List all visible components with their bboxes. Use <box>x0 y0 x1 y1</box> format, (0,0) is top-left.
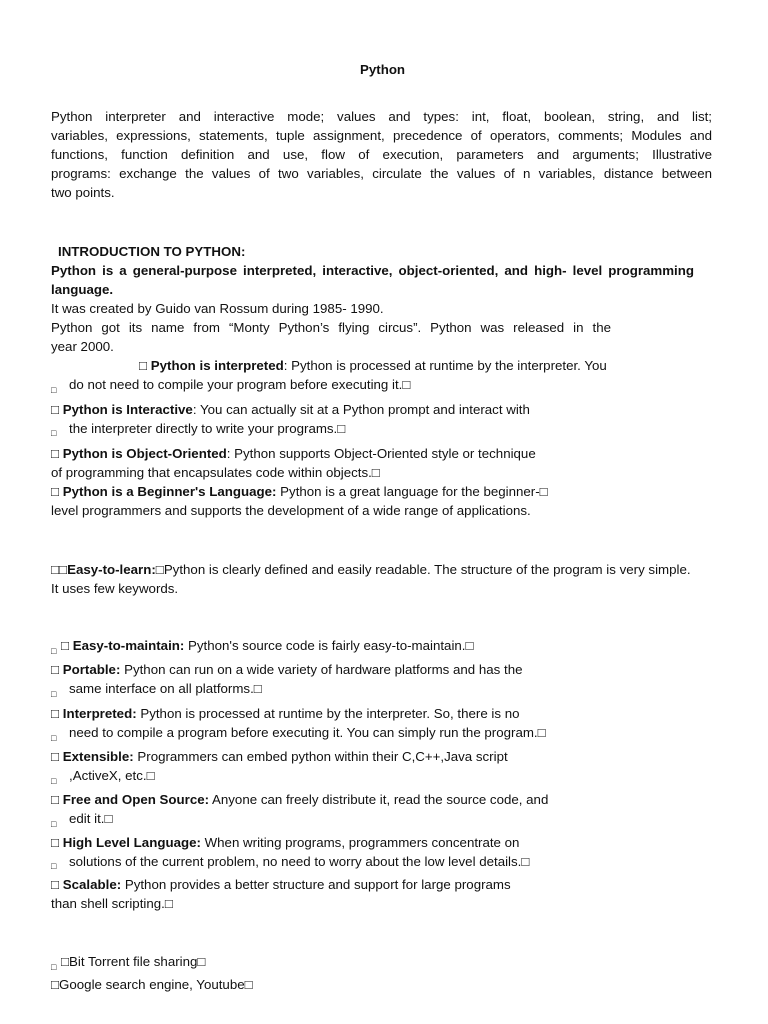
bullet-box-icon: □ <box>465 638 474 653</box>
bullet-box-icon: □ <box>51 562 60 577</box>
feature-text: : Python supports Object-Oriented style or technique <box>226 446 536 461</box>
bullet-box-icon: □ <box>371 465 380 480</box>
feature-text-continued <box>69 421 345 437</box>
bullet-box-icon: □ <box>51 776 57 786</box>
advantage-text: Python's source code is fairly easy-to-maintain. <box>184 638 466 653</box>
feature-title: Python is Object-Oriented <box>62 446 227 461</box>
bullet-box-icon: □ <box>51 706 60 721</box>
bullet-box-icon: □ <box>51 792 60 807</box>
bullet-box-icon: □ <box>51 402 60 417</box>
bullet-box-icon: □ <box>337 421 346 436</box>
feature-text-continued <box>51 465 380 481</box>
syllabus-line: variables, expressions, statements, tuple assignment, precedence of operators, comments; Modules and <box>51 128 712 143</box>
bullet-box-icon: □ <box>197 954 206 969</box>
bullet-box-icon: □ <box>51 749 60 764</box>
feature-title: Easy-to-learn: <box>67 562 156 577</box>
advantage-item <box>51 706 520 722</box>
feature-item <box>139 358 607 374</box>
bullet-box-icon: □ <box>51 385 57 395</box>
bullet-box-icon: □ <box>61 638 70 653</box>
intro-definition-end: language. <box>51 282 114 297</box>
easy-to-learn <box>51 562 691 578</box>
advantage-text-continued <box>69 725 546 741</box>
intro-name: Python got its name from “Monty Python’s flying circus”. Python was released in the <box>51 320 611 335</box>
bullet-box-icon: □ <box>51 646 57 656</box>
advantage-item <box>51 662 522 678</box>
feature-item <box>51 446 536 462</box>
bullet-box-icon: □ <box>521 854 530 869</box>
syllabus-line: two points. <box>51 185 115 200</box>
feature-text: the interpreter directly to write your programs. <box>69 421 338 436</box>
bullet-box-icon: □ <box>51 835 60 850</box>
advantage-text-continued <box>51 896 173 912</box>
advantage-text: ,ActiveX, etc. <box>69 768 147 783</box>
advantage-title: High Level Language: <box>62 835 201 850</box>
advantage-text-continued <box>69 681 262 697</box>
feature-text-continued: level programmers and supports the development of a wide range of applications. <box>51 503 531 518</box>
bullet-box-icon: □ <box>155 562 164 577</box>
advantage-text: Python can run on a wide variety of hardware platforms and has the <box>120 662 523 677</box>
intro-year: year 2000. <box>51 339 114 354</box>
bullet-box-icon: □ <box>51 962 57 972</box>
feature-text-continued <box>69 377 410 393</box>
advantage-item <box>51 792 548 808</box>
feature-text: : Python is processed at runtime by the interpreter. You <box>283 358 607 373</box>
advantage-text: solutions of the current problem, no need to worry about the low level details. <box>69 854 522 869</box>
advantage-title: Free and Open Source: <box>62 792 210 807</box>
intro-heading: INTRODUCTION TO PYTHON: <box>58 244 246 259</box>
bullet-box-icon: □ <box>537 725 546 740</box>
intro-created: It was created by Guido van Rossum during 1985- 1990. <box>51 301 384 316</box>
bullet-box-icon: □ <box>139 358 148 373</box>
bullet-box-icon: □ <box>61 954 70 969</box>
feature-text: : You can actually sit at a Python prompt and interact with <box>192 402 530 417</box>
use-item <box>61 954 205 970</box>
advantage-text: than shell scripting. <box>51 896 165 911</box>
advantage-text: Anyone can freely distribute it, read the source code, and <box>209 792 549 807</box>
advantage-text: Python provides a better structure and support for large programs <box>121 877 511 892</box>
bullet-box-icon: □ <box>539 484 548 499</box>
advantage-text: same interface on all platforms. <box>69 681 254 696</box>
bullet-box-icon: □ <box>244 977 253 992</box>
advantage-text-continued <box>69 854 529 870</box>
feature-text: of programming that encapsulates code within objects. <box>51 465 372 480</box>
page-title: Python <box>360 62 406 77</box>
use-text: Bit Torrent file sharing <box>69 954 198 969</box>
advantage-text: edit it. <box>69 811 105 826</box>
advantage-text-continued <box>69 768 155 784</box>
bullet-box-icon: □ <box>164 896 173 911</box>
advantage-item <box>51 877 511 893</box>
bullet-box-icon: □ <box>51 484 60 499</box>
bullet-box-icon: □ <box>253 681 262 696</box>
advantage-text: When writing programs, programmers concentrate on <box>200 835 520 850</box>
advantage-item <box>51 749 508 765</box>
bullet-box-icon: □ <box>51 861 57 871</box>
advantage-title: Portable: <box>62 662 121 677</box>
feature-text: do not need to compile your program before executing it. <box>69 377 403 392</box>
use-item <box>51 977 253 993</box>
feature-text: Python is a great language for the beginner- <box>276 484 540 499</box>
advantage-text: Python is processed at runtime by the interpreter. So, there is no <box>136 706 520 721</box>
easy-to-learn-continued: It uses few keywords. <box>51 581 179 596</box>
bullet-box-icon: □ <box>104 811 113 826</box>
bullet-box-icon: □ <box>51 446 60 461</box>
intro-definition: Python is a general-purpose interpreted, interactive, object-oriented, and high- level programming <box>51 263 694 278</box>
bullet-box-icon: □ <box>51 662 60 677</box>
bullet-box-icon: □ <box>59 562 68 577</box>
syllabus-line: Python interpreter and interactive mode; values and types: int, float, boolean, string, and list; <box>51 109 712 124</box>
syllabus-line: programs: exchange the values of two variables, circulate the values of n variables, distance between <box>51 166 712 181</box>
advantage-title: Scalable: <box>62 877 122 892</box>
bullet-box-icon: □ <box>51 877 60 892</box>
advantage-text-continued <box>69 811 113 827</box>
advantage-text: Programmers can embed python within their C,C++,Java script <box>133 749 508 764</box>
advantage-item <box>51 835 519 851</box>
bullet-box-icon: □ <box>51 428 57 438</box>
advantage-title: Easy-to-maintain: <box>72 638 185 653</box>
advantage-title: Extensible: <box>62 749 134 764</box>
bullet-box-icon: □ <box>402 377 411 392</box>
advantage-title: Interpreted: <box>62 706 137 721</box>
use-text: Google search engine, Youtube <box>59 977 245 992</box>
bullet-box-icon: □ <box>146 768 155 783</box>
feature-item <box>51 484 548 500</box>
feature-text: Python is clearly defined and easily readable. The structure of the program is very simple. <box>163 562 691 577</box>
bullet-box-icon: □ <box>51 819 57 829</box>
advantage-text: need to compile a program before executing it. You can simply run the program. <box>69 725 538 740</box>
bullet-box-icon: □ <box>51 689 57 699</box>
feature-item <box>51 402 530 418</box>
feature-title: Python is interpreted <box>150 358 284 373</box>
feature-title: Python is a Beginner's Language: <box>62 484 277 499</box>
bullet-box-icon: □ <box>51 977 60 992</box>
bullet-box-icon: □ <box>51 733 57 743</box>
syllabus-line: functions, function definition and use, flow of execution, parameters and arguments; Illustrative <box>51 147 712 162</box>
feature-title: Python is Interactive <box>62 402 193 417</box>
advantage-item <box>61 638 474 654</box>
